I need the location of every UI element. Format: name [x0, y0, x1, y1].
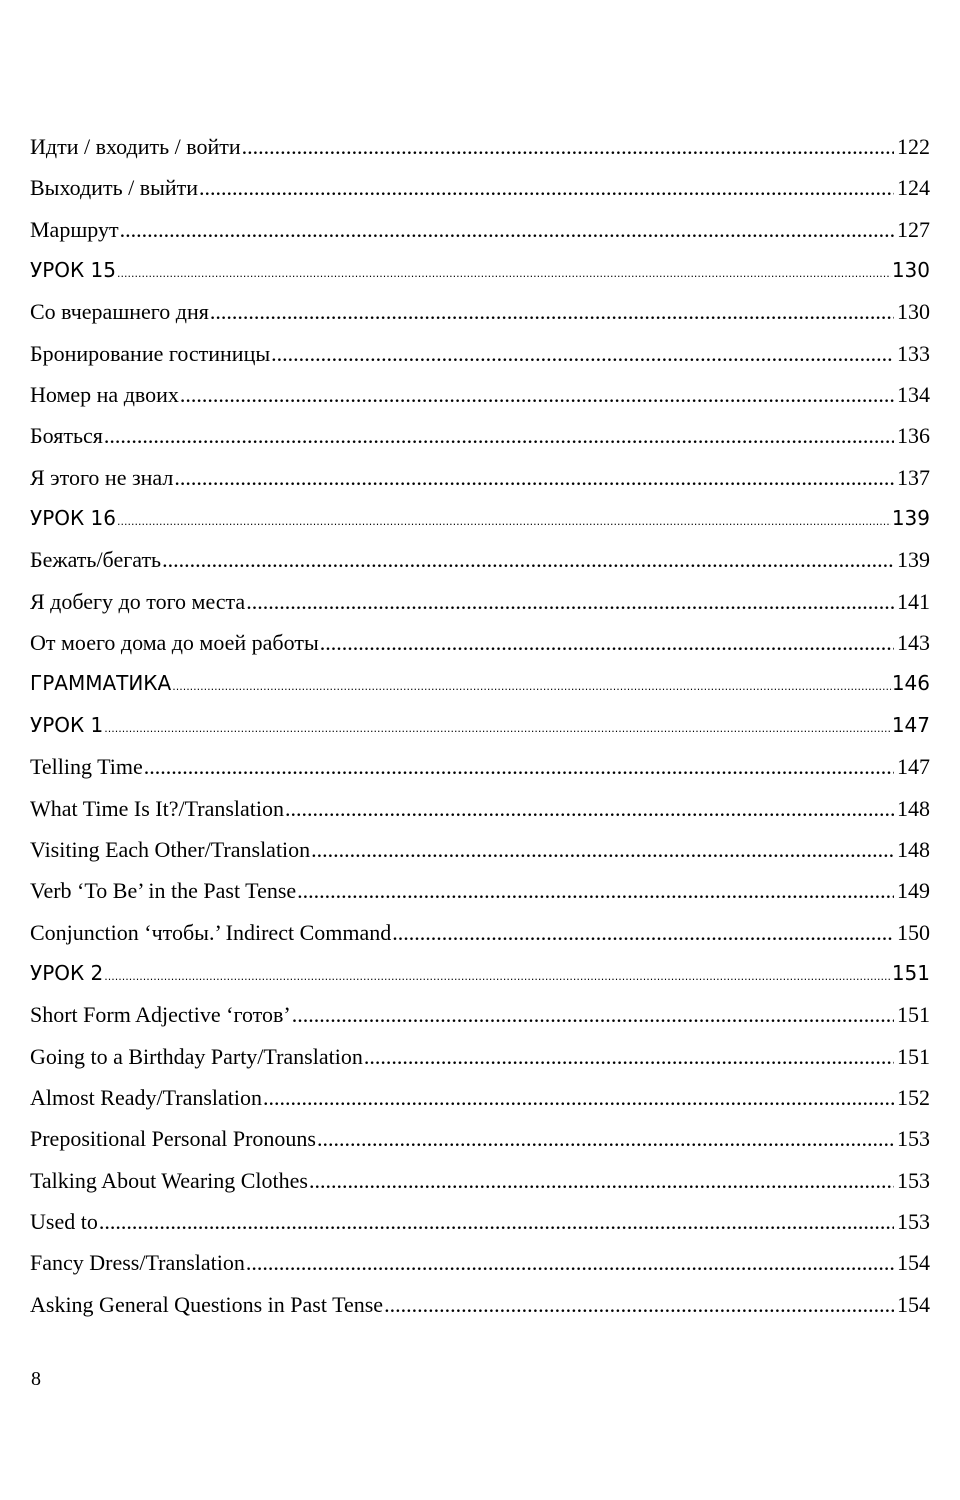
dot-leader: [120, 217, 894, 243]
toc-entry-title: Almost Ready/Translation: [30, 1084, 263, 1110]
toc-entry[interactable]: [30, 217, 930, 258]
toc-entry-page: 151: [897, 1043, 930, 1069]
dot-leader: [311, 837, 894, 863]
toc-entry-page: 141: [897, 588, 930, 614]
toc-entry-title: Бояться: [30, 423, 103, 449]
dot-leader: [162, 547, 894, 573]
toc-entry-title: От моего дома до моей работы: [30, 630, 319, 656]
toc-entry-page: 147: [897, 754, 930, 780]
toc-entry-page: 154: [897, 1291, 930, 1317]
dot-leader: [117, 267, 891, 280]
toc-entry-page: 151: [897, 1002, 930, 1028]
toc-entry-title: Я добегу до того места: [30, 588, 246, 614]
toc-entry-page: 133: [897, 340, 930, 366]
dot-leader: [210, 299, 894, 325]
toc-entry-page: 136: [897, 423, 930, 449]
toc-entry-title: Conjunction ‘чтобы.’ Indirect Command: [30, 919, 392, 945]
dot-leader: [144, 754, 894, 780]
dot-leader: [364, 1044, 894, 1070]
toc-entry[interactable]: [30, 1126, 930, 1167]
toc-entry[interactable]: [30, 754, 930, 795]
toc-entry[interactable]: [30, 878, 930, 919]
toc-entry[interactable]: [30, 1292, 930, 1333]
toc-entry[interactable]: [30, 258, 930, 299]
dot-leader: [297, 878, 894, 904]
dot-leader: [104, 423, 894, 449]
toc-entry-title: Talking About Wearing Clothes: [30, 1167, 308, 1193]
toc-entry[interactable]: [30, 1168, 930, 1209]
toc-entry-title: Маршрут: [30, 216, 119, 242]
toc-entry-page: 139: [891, 506, 930, 531]
dot-leader: [271, 341, 894, 367]
toc-entry-page: 137: [897, 464, 930, 490]
toc-entry-title: УРОК 15: [30, 258, 116, 283]
toc-entry-title: Fancy Dress/Translation: [30, 1250, 245, 1276]
toc-entry-page: 130: [891, 258, 930, 283]
toc-entry-title: Visiting Each Other/Translation: [30, 836, 311, 862]
dot-leader: [246, 589, 894, 615]
toc-entry-title: Бронирование гостиницы: [30, 340, 271, 366]
toc-entry-page: 139: [897, 547, 930, 573]
page-number: 8: [31, 1368, 41, 1390]
toc-entry[interactable]: [30, 1044, 930, 1085]
toc-entry[interactable]: [30, 1250, 930, 1291]
dot-leader: [309, 1168, 894, 1194]
dot-leader: [285, 796, 894, 822]
toc-entry[interactable]: [30, 1209, 930, 1250]
toc-entry[interactable]: [30, 1085, 930, 1126]
toc-entry-page: 122: [897, 134, 930, 159]
toc-entry[interactable]: [30, 175, 930, 216]
dot-leader: [180, 382, 894, 408]
dot-leader: [384, 1292, 894, 1318]
dot-leader: [317, 1126, 894, 1152]
toc-entry[interactable]: [30, 547, 930, 588]
toc-entry-page: 152: [897, 1084, 930, 1110]
toc-entry-page: 130: [897, 299, 930, 325]
toc-entry-title: Short Form Adjective ‘готов’: [30, 1002, 291, 1028]
toc-entry-title: Номер на двоих: [30, 382, 179, 408]
toc-entry-page: 148: [897, 795, 930, 821]
dot-leader: [104, 970, 891, 983]
toc-entry-page: 149: [897, 878, 930, 904]
toc-entry[interactable]: [30, 920, 930, 961]
dot-leader: [117, 515, 891, 528]
toc-entry-page: 153: [897, 1208, 930, 1234]
toc-entry-page: 150: [897, 919, 930, 945]
toc-entry-page: 153: [897, 1126, 930, 1152]
toc-entry[interactable]: [30, 341, 930, 382]
dot-leader: [104, 722, 891, 735]
toc-entry[interactable]: [30, 589, 930, 630]
toc-entry-page: 134: [897, 382, 930, 408]
toc-entry-page: 148: [897, 836, 930, 862]
toc-entry-title: ГРАММАТИКА: [30, 671, 172, 696]
toc-entry[interactable]: [30, 134, 930, 175]
dot-leader: [246, 1250, 894, 1276]
toc-entry-title: УРОК 1: [30, 712, 104, 737]
toc-entry-page: 151: [891, 960, 930, 985]
toc-entry-title: Идти / входить / войти: [30, 134, 241, 159]
toc-entry[interactable]: [30, 796, 930, 837]
toc-entry-page: 153: [897, 1167, 930, 1193]
toc-entry[interactable]: [30, 837, 930, 878]
dot-leader: [320, 630, 894, 656]
dot-leader: [242, 134, 894, 160]
toc-entry[interactable]: [30, 382, 930, 423]
dot-leader: [99, 1209, 894, 1235]
table-of-contents: [30, 134, 930, 1333]
toc-entry-title: Telling Time: [30, 754, 143, 780]
toc-entry-title: Verb ‘To Be’ in the Past Tense: [30, 878, 297, 904]
toc-entry-page: 147: [891, 712, 930, 737]
toc-entry[interactable]: [30, 1002, 930, 1043]
dot-leader: [292, 1002, 894, 1028]
toc-entry-title: УРОК 16: [30, 506, 116, 531]
toc-entry-page: 127: [897, 216, 930, 242]
dot-leader: [174, 465, 894, 491]
toc-entry-title: Going to a Birthday Party/Translation: [30, 1043, 363, 1069]
dot-leader: [199, 175, 894, 201]
toc-entry[interactable]: [30, 506, 930, 547]
toc-entry-title: What Time Is It?/Translation: [30, 795, 285, 821]
toc-entry[interactable]: [30, 671, 930, 712]
toc-entry-title: УРОК 2: [30, 960, 104, 985]
toc-entry[interactable]: [30, 961, 930, 1002]
toc-entry-title: Со вчерашнего дня: [30, 299, 209, 325]
dot-leader: [172, 680, 891, 693]
toc-entry[interactable]: [30, 713, 930, 754]
dot-leader: [392, 920, 894, 946]
toc-entry-page: 146: [891, 671, 930, 696]
toc-entry[interactable]: [30, 630, 930, 671]
toc-entry-title: Asking General Questions in Past Tense: [30, 1291, 384, 1317]
toc-entry-title: Бежать/бегать: [30, 547, 162, 573]
toc-entry-page: 124: [897, 175, 930, 201]
toc-entry-title: Prepositional Personal Pronouns: [30, 1126, 316, 1152]
toc-entry[interactable]: [30, 465, 930, 506]
toc-entry-title: Выходить / выйти: [30, 175, 199, 201]
toc-entry-page: 154: [897, 1250, 930, 1276]
toc-entry[interactable]: [30, 423, 930, 464]
toc-entry[interactable]: [30, 299, 930, 340]
dot-leader: [263, 1085, 894, 1111]
toc-entry-title: Я этого не знал: [30, 464, 174, 490]
toc-entry-page: 143: [897, 630, 930, 656]
toc-entry-title: Used to: [30, 1208, 98, 1234]
